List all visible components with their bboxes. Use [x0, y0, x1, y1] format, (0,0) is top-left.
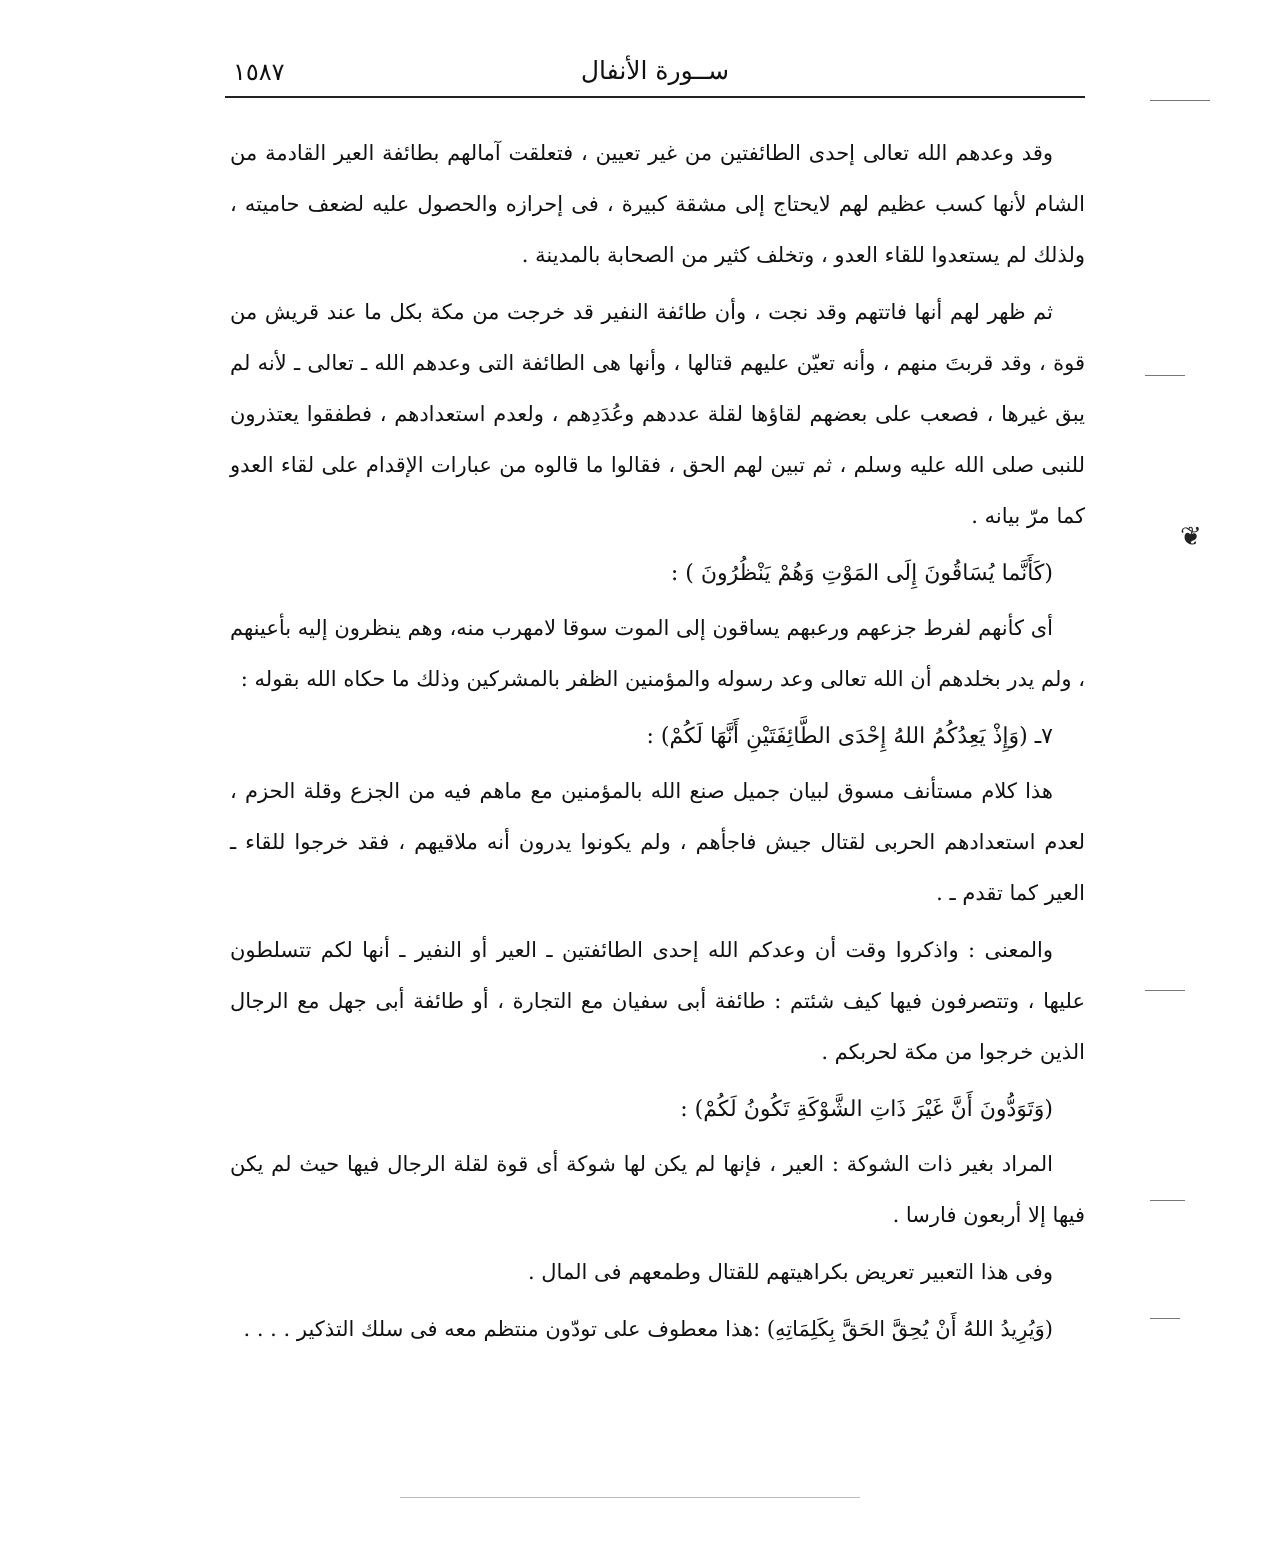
paragraph: ثم ظهر لهم أنها فاتتهم وقد نجت ، وأن طائفة النفير قد خرجت من مكة بكل ما عند قريش من قوة ، وقد قربتَ منهم ، وأنه تعيّن عليهم قتالها ، وأنها هى الطائفة التى وعدهم الله ـ تعالى ـ لأنه لم يبق غيرها ، فصعب على بعضهم لقاؤها لقلة عددهم وعُدَدِهم ، ولعدم استعدادهم ، فطفقوا يعتذرون للنبى صلى الله عليه وسلم ، ثم تبين لهم الحق ، فقالوا ما قالوه من عبارات الإقدام على لقاء العدو كما مرّ بيانه .	[230, 300, 1085, 528]
quranic-verse: (وَتَوَدُّونَ أَنَّ غَيْرَ ذَاتِ الشَّوْكَةِ تَكُونُ لَكُمْ) :	[680, 1097, 1053, 1122]
page-number: ١٥٨٧	[233, 58, 285, 86]
footer-scan-line	[400, 1497, 860, 1498]
paragraph: المراد بغير ذات الشوكة : العير ، فإنها لم يكن لها شوكة أى قوة لقلة الرجال فيها حيث لم يكن فيها إلا أربعون فارسا .	[230, 1152, 1085, 1227]
margin-scan-mark	[1145, 375, 1185, 376]
margin-scan-mark	[1145, 990, 1185, 991]
header-rule	[225, 96, 1085, 98]
paragraph: (وَيُرِيدُ اللهُ أَنْ يُحِقَّ الحَقَّ بِكَلِمَاتِهِ) :هذا معطوف على تودّون منتظم معه فى سلك التذكير . . . .	[243, 1317, 1053, 1341]
margin-scan-mark	[1150, 1200, 1185, 1201]
quranic-verse: ٧ـ (وَإِذْ يَعِدُكُمُ اللهُ إِحْدَى الطَّائِفَتَيْنِ أَنَّهَا لَكُمْ) :	[646, 724, 1053, 749]
page-header	[225, 56, 1085, 92]
paragraph: أى كأنهم لفرط جزعهم ورعبهم يساقون إلى الموت سوقا لامهرب منه، وهم ينظرون إليه بأعينهم ، ولم يدر بخلدهم أن الله تعالى وعد رسوله والمؤمنين الظفر بالمشركين وذلك ما حكاه الله بقوله :	[230, 616, 1085, 691]
margin-ink-speck: ❦	[1180, 522, 1202, 552]
margin-scan-mark	[1150, 1318, 1180, 1319]
margin-scan-mark	[1150, 100, 1210, 101]
body-text	[230, 128, 1085, 1361]
surah-title: ســورة الأنفال	[580, 56, 730, 85]
paragraph: والمعنى : واذكروا وقت أن وعدكم الله إحدى الطائفتين ـ العير أو النفير ـ أنها لكم تتسلطون عليها ، وتتصرفون فيها كيف شئتم : طائفة أبى سفيان مع التجارة ، أو طائفة أبى جهل مع الرجال الذين خرجوا من مكة لحربكم .	[230, 938, 1085, 1064]
paragraph: هذا كلام مستأنف مسوق لبيان جميل صنع الله بالمؤمنين مع ماهم فيه من الجزع وقلة الحزم ، لعدم استعدادهم الحربى لقتال جيش فاجأهم ، ولم يكونوا يدرون أنه ملاقيهم ، فقد خرجوا للقاء ـ العير كما تقدم ـ .	[230, 779, 1085, 905]
quranic-verse: (كَأَنَّما يُسَاقُونَ إِلَى المَوْتِ وَهُمْ يَنْظُرُونَ ) :	[670, 561, 1053, 586]
paragraph: وفى هذا التعبير تعريض بكراهيتهم للقتال وطمعهم فى المال .	[527, 1260, 1053, 1284]
paragraph: وقد وعدهم الله تعالى إحدى الطائفتين من غير تعيين ، فتعلقت آمالهم بطائفة العير القادمة من الشام لأنها كسب عظيم لهم لايحتاج إلى مشقة كبيرة ، فى إحرازه والحصول عليه لضعف حاميته ، ولذلك لم يستعدوا للقاء العدو ، وتخلف كثير من الصحابة بالمدينة .	[230, 141, 1085, 267]
